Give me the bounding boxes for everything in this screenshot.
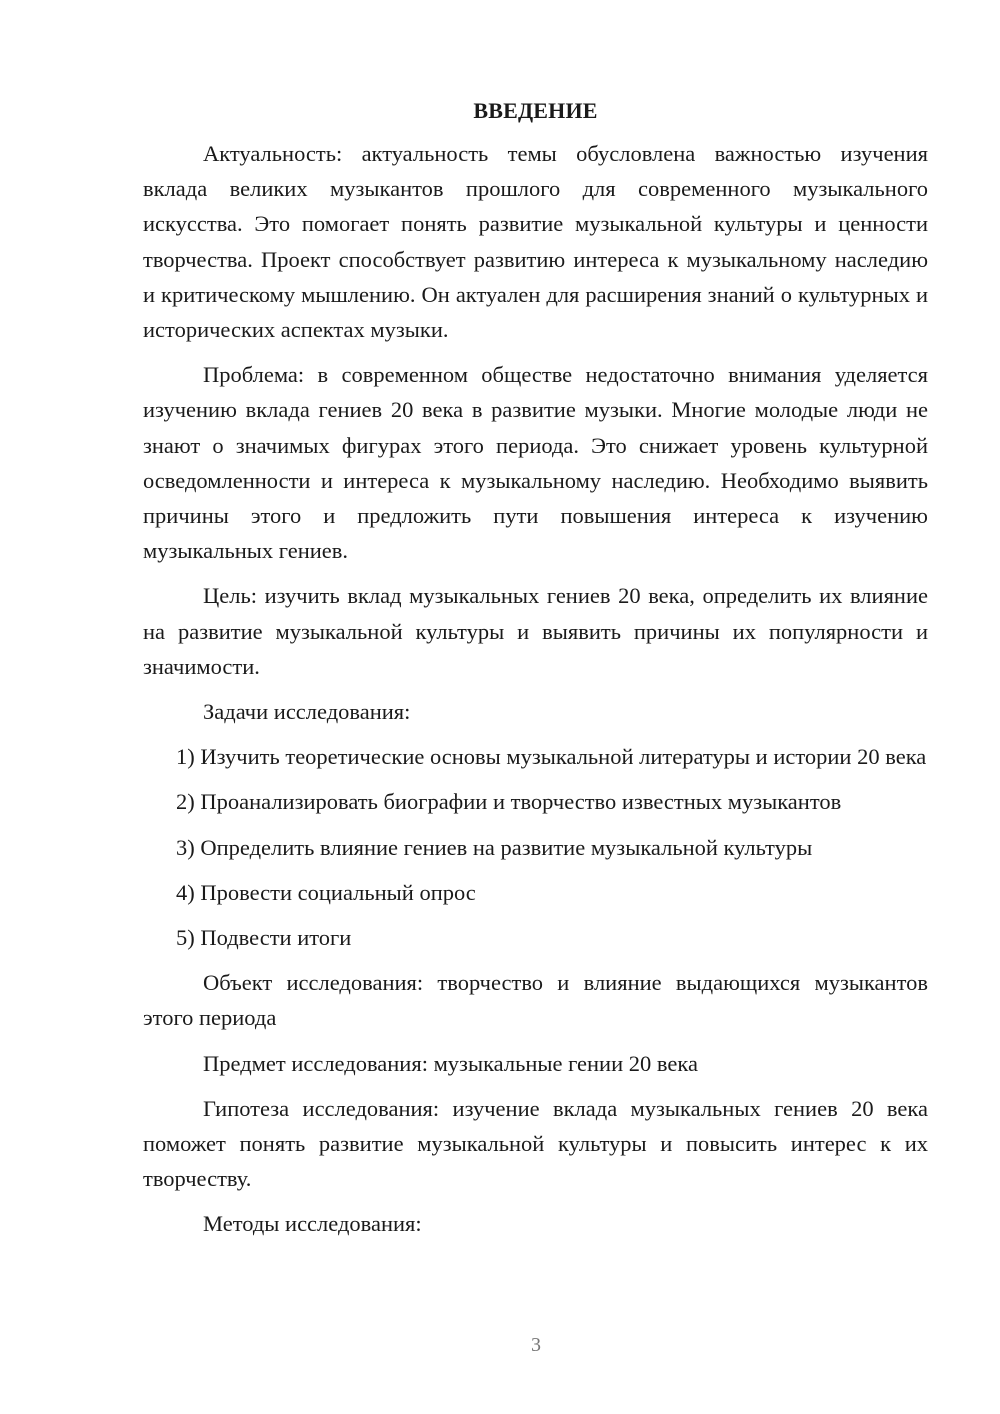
subject-paragraph: Предмет исследования: музыкальные гении 20 века [203,1050,698,1076]
relevance-paragraph: Актуальность: актуальность темы обусловлена важностью изучения вклада великих музыкантов прошлого для современного музыкального искусства. Это помогает понять развитие музыкальной культуры и ценности творчества. Проект способствует развитию интереса к музыкальному наследию и критическому мышлению. Он актуален для расширения знаний о культурных и исторических аспектах музыки. [143,141,928,343]
methods-heading: Методы исследования: [203,1211,422,1237]
goal-paragraph: Цель: изучить вклад музыкальных гениев 20 века, определить их влияние на развитие музыкальной культуры и выявить причины их популярности и значимости. [143,583,928,679]
task-item-3: 3) Определить влияние гениев на развитие музыкальной культуры [176,834,813,860]
hypothesis-paragraph: Гипотеза исследования: изучение вклада музыкальных гениев 20 века поможет понять развитие музыкальной культуры и повысить интерес к их творчеству. [143,1095,928,1192]
task-item-4: 4) Провести социальный опрос [176,879,476,905]
task-item-1: 1) Изучить теоретические основы музыкальной литературы и истории 20 века [176,744,927,770]
page-content [143,96,928,1252]
page-number: 3 [531,1334,541,1356]
tasks-heading: Задачи исследования: [203,699,411,725]
task-item-2: 2) Проанализировать биографии и творчество известных музыкантов [176,789,842,815]
problem-paragraph: Проблема: в современном обществе недостаточно внимания уделяется изучению вклада гениев 20 века в развитие музыки. Многие молодые люди не знают о значимых фигурах этого периода. Это снижает уровень культурной осведомленности и интереса к музыкальному наследию. Необходимо выявить причины этого и предложить пути повышения интереса к изучению музыкальных гениев. [143,362,928,564]
task-item-5: 5) Подвести итоги [176,925,352,951]
object-paragraph: Объект исследования: творчество и влияние выдающихся музыкантов этого периода [143,970,928,1031]
section-title: ВВЕДЕНИЕ [473,98,598,123]
